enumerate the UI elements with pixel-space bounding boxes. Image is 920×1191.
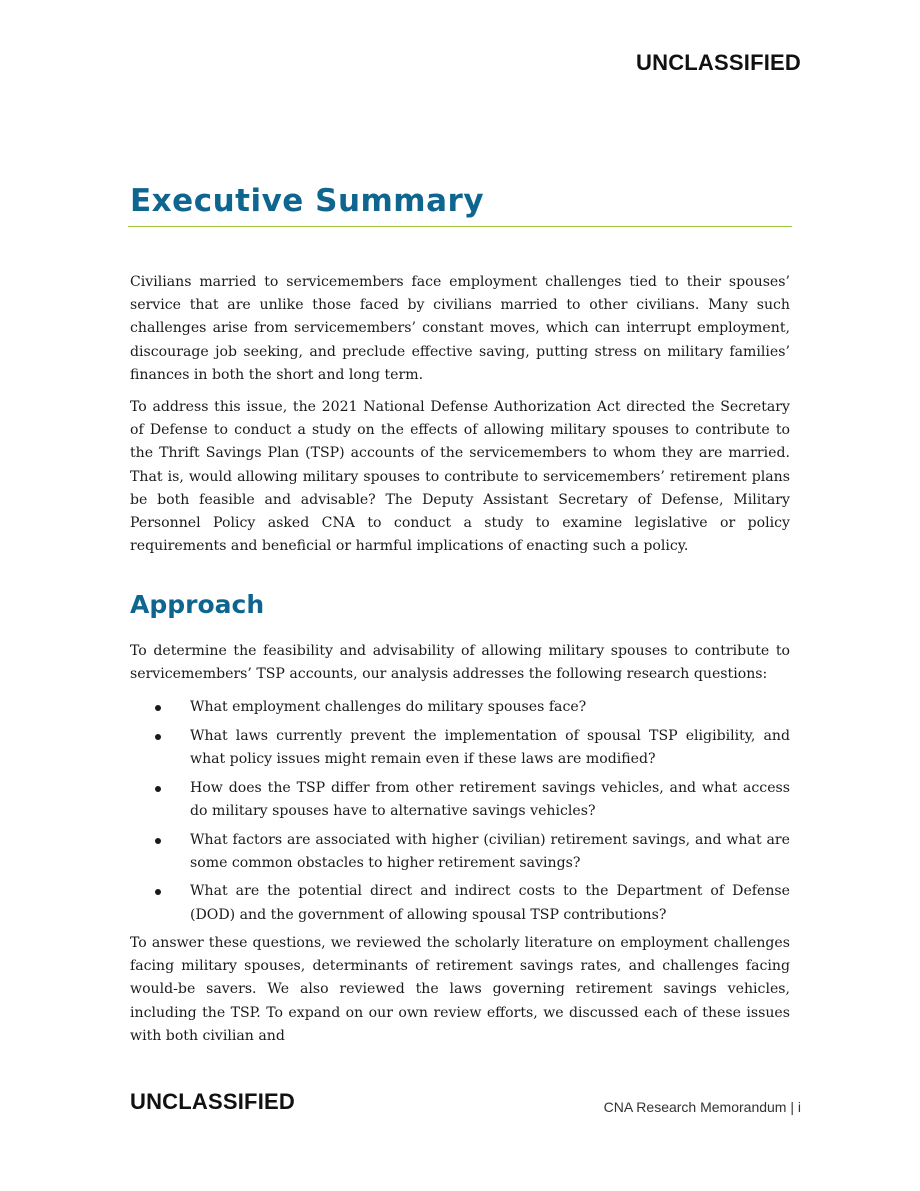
bullet-icon	[155, 734, 161, 740]
bullet-icon	[155, 889, 161, 895]
research-question-text: How does the TSP differ from other retirement savings vehicles, and what access do military spouses have to alternative savings vehicles?	[190, 779, 790, 819]
research-question-text: What employment challenges do military spouses face?	[190, 699, 587, 715]
title-underline-rule	[128, 226, 792, 227]
approach-paragraph-1-text: To determine the feasibility and advisability of allowing military spouses to contribute to servicemembers’ TSP accounts, our analysis addresses the following research questions:	[130, 643, 790, 683]
approach-paragraph-2-text: To answer these questions, we reviewed the scholarly literature on employment challenges facing military spouses, determinants of retirement savings rates, and challenges facing would-be savers. We also reviewed the laws governing retirement savings vehicles, including the TSP. To expand on our own review efforts, we discussed each of these issues with both civilian and	[130, 935, 790, 1044]
footer-classification-marking: UNCLASSIFIED	[130, 1089, 295, 1114]
research-question-text: What laws currently prevent the implementation of spousal TSP eligibility, and what policy issues might remain even if these laws are modified?	[190, 727, 790, 767]
bullet-icon	[155, 786, 161, 792]
research-questions-list	[130, 696, 790, 932]
intro-paragraph-2	[130, 396, 790, 558]
header-classification-marking: UNCLASSIFIED	[636, 50, 801, 75]
approach-paragraph-2	[130, 932, 790, 1048]
footer-page-label: CNA Research Memorandum | i	[603, 1099, 801, 1115]
research-question-text: What factors are associated with higher (civilian) retirement savings, and what are some common obstacles to higher retirement savings?	[190, 831, 790, 871]
bullet-icon	[155, 838, 161, 844]
intro-paragraph-1-text: Civilians married to servicemembers face employment challenges tied to their spouses’ service that are unlike those faced by civilians married to other civilians. Many such challenges arise from servicemembers’ constant moves, which can interrupt employment, discourage job seeking, and preclude effective saving, putting stress on military families’ finances in both the short and long term.	[130, 274, 790, 383]
list-item	[130, 725, 790, 771]
intro-paragraph-1	[130, 271, 790, 387]
intro-paragraph-2-text: To address this issue, the 2021 National Defense Authorization Act directed the Secretary of Defense to conduct a study on the effects of allowing military spouses to contribute to the Thrift Savings Plan (TSP) accounts of the servicemembers to whom they are married. That is, would allowing military spouses to contribute to servicemembers’ retirement plans be both feasible and advisable? The Deputy Assistant Secretary of Defense, Military Personnel Policy asked CNA to conduct a study to examine legislative or policy requirements and beneficial or harmful implications of enacting such a policy.	[130, 399, 790, 555]
approach-heading: Approach	[130, 590, 265, 619]
list-item	[130, 777, 790, 823]
bullet-icon	[155, 705, 161, 711]
list-item	[130, 696, 790, 719]
list-item	[130, 829, 790, 875]
list-item	[130, 880, 790, 926]
research-question-text: What are the potential direct and indirect costs to the Department of Defense (DOD) and the government of allowing spousal TSP contributions?	[190, 883, 790, 923]
page-title: Executive Summary	[130, 183, 485, 219]
approach-paragraph-1	[130, 640, 790, 686]
